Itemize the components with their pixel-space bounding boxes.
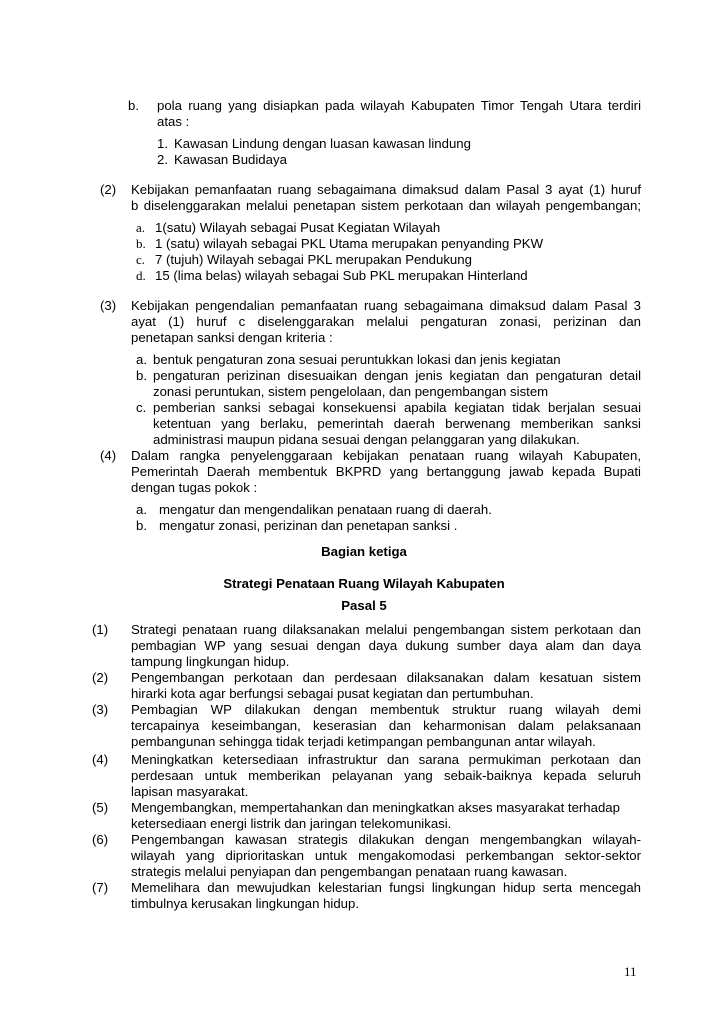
pasal5-2-line-2: hirarki kota agar berfungsi sebagai pusat kegiatan dan pertumbuhan. [131, 686, 534, 701]
para3-item-b-line-2: zonasi peruntukan, sistem pengelolaan, dan pengembangan sistem [153, 384, 549, 399]
pasal5-number-1: (1) [92, 622, 109, 637]
para2-item-marker-a: a. [136, 220, 146, 235]
para2-item-marker-c: c. [136, 252, 146, 267]
pasal5-1-line-2: pembagian WP yang sesuai dengan daya dukung sumber daya alam dan daya [131, 638, 641, 653]
pasal5-3-line-3: pembangunan sehingga tidak terjadi ketimpangan pembangunan antar wilayah. [131, 734, 596, 749]
page-number: 11 [624, 964, 637, 979]
para4-item-marker-b: b. [136, 518, 147, 533]
para4-number: (4) [100, 448, 117, 463]
para4-item-marker-a: a. [136, 502, 147, 517]
pasal5-5-line-1: Mengembangkan, mempertahankan dan meningkatkan akses masyarakat terhadap [131, 800, 620, 815]
pasal5-6-line-3: strategis melalui penyiapan dan pengembangan penataan ruang kawasan. [131, 864, 568, 879]
para3-item-c-line-1: pemberian sanksi sebagai konsekuensi apabila kegiatan tidak berjalan sesuai [153, 400, 641, 415]
para2-line-1: Kebijakan pemanfaatan ruang sebagaimana dimaksud dalam Pasal 3 ayat (1) huruf [131, 182, 641, 197]
pasal5-7-line-1: Memelihara dan mewujudkan kelestarian fungsi lingkungan hidup serta mencegah [131, 880, 641, 895]
top-item-line-2: atas : [157, 114, 190, 129]
para2-item-marker-b: b. [136, 236, 146, 251]
para4-line-3: dengan tugas pokok : [131, 480, 258, 495]
para2-item-marker-d: d. [136, 268, 146, 283]
para2-item-text-a: 1(satu) Wilayah sebagai Pusat Kegiatan Wilayah [155, 220, 441, 235]
para2-item-text-b: 1 (satu) wilayah sebagai PKL Utama merupakan penyanding PKW [155, 236, 544, 251]
pasal5-number-7: (7) [92, 880, 109, 895]
pasal5-7-line-2: timbulnya kerusakan lingkungan hidup. [131, 896, 359, 911]
pasal5-number-5: (5) [92, 800, 109, 815]
pasal5-4-line-2: perdesaan untuk memberikan pelayanan yang sebaik-baiknya kepada seluruh [131, 768, 641, 783]
top-subitem-text-1: Kawasan Lindung dengan luasan kawasan lindung [174, 136, 471, 151]
pasal5-4-line-1: Meningkatkan ketersediaan infrastruktur dan sarana permukiman perkotaan dan [131, 752, 641, 767]
pasal5-1-line-1: Strategi penataan ruang dilaksanakan melalui pengembangan sistem perkotaan dan [131, 622, 641, 637]
para3-line-2: ayat (1) huruf c diselenggarakan melalui pengaturan zonasi, perizinan dan [131, 314, 641, 329]
para3-item-marker-a: a. [136, 352, 147, 367]
para3-number: (3) [100, 298, 117, 313]
para3-item-c-line-3: administrasi maupun pidana sesuai dengan pelanggaran yang dilakukan. [153, 432, 580, 447]
para2-number: (2) [100, 182, 117, 197]
para3-line-1: Kebijakan pengendalian pemanfaatan ruang sebagaimana dimaksud dalam Pasal 3 [131, 298, 641, 313]
top-subitem-marker-2: 2. [157, 152, 168, 167]
para3-item-b-line-1: pengaturan perizinan disesuaikan dengan jenis kegiatan dan pengaturan detail [153, 368, 641, 383]
para3-item-marker-c: c. [136, 400, 147, 415]
para4-item-text-a: mengatur dan mengendalikan penataan ruang di daerah. [159, 502, 492, 517]
top-subitem-marker-1: 1. [157, 136, 168, 151]
pasal5-number-3: (3) [92, 702, 109, 717]
pasal5-6-line-2: wilayah yang diprioritaskan untuk mengakomodasi perkembangan sektor-sektor [131, 848, 641, 863]
pasal-heading: Pasal 5 [341, 598, 387, 613]
para3-line-3: penetapan sanksi dengan kriteria : [131, 330, 333, 345]
pasal5-number-4: (4) [92, 752, 109, 767]
pasal5-4-line-3: lapisan masyarakat. [131, 784, 249, 799]
para4-item-text-b: mengatur zonasi, perizinan dan penetapan sanksi . [159, 518, 458, 533]
section-title: Strategi Penataan Ruang Wilayah Kabupaten [223, 576, 505, 591]
para4-line-1: Dalam rangka penyelenggaraan kebijakan penataan ruang wilayah Kabupaten, [131, 448, 641, 463]
para2-item-text-d: 15 (lima belas) wilayah sebagai Sub PKL merupakan Hinterland [155, 268, 528, 283]
para3-item-c-line-2: ketentuan yang berlaku, pemerintah daerah berwenang memberikan sanksi [153, 416, 641, 431]
para4-line-2: Pemerintah Daerah membentuk BKPRD yang bertanggung jawab kepada Bupati [131, 464, 641, 479]
para3-item-a-line-1: bentuk pengaturan zona sesuai peruntukkan lokasi dan jenis kegiatan [153, 352, 561, 367]
para2-line-2: b diselenggarakan melalui penetapan sistem perkotaan dan wilayah pengembangan; [131, 198, 641, 213]
section-heading: Bagian ketiga [321, 544, 407, 559]
top-subitem-text-2: Kawasan Budidaya [174, 152, 287, 167]
pasal5-5-line-2: ketersediaan energi listrik dan jaringan telekomunikasi. [131, 816, 452, 831]
pasal5-1-line-3: tampung lingkungan hidup. [131, 654, 290, 669]
top-item-line-1: pola ruang yang disiapkan pada wilayah Kabupaten Timor Tengah Utara terdiri [157, 98, 641, 113]
para3-item-marker-b: b. [136, 368, 147, 383]
pasal5-3-line-1: Pembagian WP dilakukan dengan membentuk struktur ruang wilayah demi [131, 702, 641, 717]
pasal5-2-line-1: Pengembangan perkotaan dan perdesaan dilaksanakan dalam kesatuan sistem [131, 670, 641, 685]
pasal5-6-line-1: Pengembangan kawasan strategis dilakukan dengan mengembangkan wilayah- [131, 832, 641, 847]
pasal5-number-2: (2) [92, 670, 109, 685]
pasal5-number-6: (6) [92, 832, 109, 847]
para2-item-text-c: 7 (tujuh) Wilayah sebagai PKL merupakan Pendukung [155, 252, 472, 267]
pasal5-3-line-2: tercapainya keseimbangan, keserasian dan keharmonisan dalam pelaksanaan [131, 718, 641, 733]
top-item-marker: b. [128, 98, 139, 113]
